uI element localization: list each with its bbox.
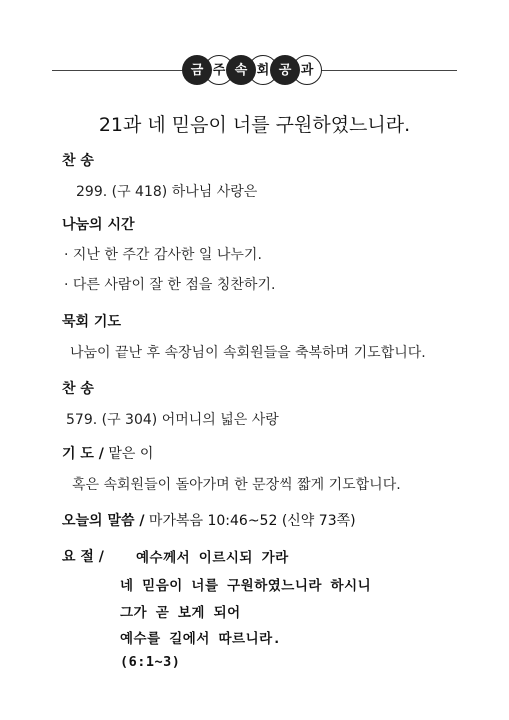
- verse-line: 네 믿음이 너를 구원하였느니라 하시니: [120, 578, 372, 594]
- sharing-item: · 지난 한 주간 감사한 일 나누기.: [64, 247, 262, 263]
- verse-line: 그가 곧 보게 되어: [120, 605, 241, 621]
- banner-rule-left: [52, 70, 202, 71]
- sharing-heading: 나눔의 시간: [62, 217, 135, 233]
- word-heading: [62, 510, 356, 530]
- word-ref: 마가복음 10:46~52 (신약 73쪽): [144, 513, 356, 529]
- prayer-text: 혹은 속회원들이 돌아가며 한 문장씩 짧게 기도합니다.: [72, 477, 401, 493]
- hymn2-text: 579. (구 304) 어머니의 넓은 사랑: [66, 412, 279, 428]
- sharing-item: · 다른 사람이 잘 한 점을 칭찬하기.: [64, 277, 276, 293]
- lesson-banner: [0, 52, 509, 88]
- banner-char: 과: [292, 55, 322, 85]
- banner-pills: [182, 55, 322, 85]
- opening-prayer-heading: 묵회 기도: [62, 314, 121, 330]
- prayer-heading: [62, 443, 153, 463]
- verse-heading: 요 절 /: [62, 549, 104, 565]
- banner-rule-right: [302, 70, 457, 71]
- verse-ref: (6:1~3): [120, 654, 181, 670]
- banner-char: 공: [270, 55, 300, 85]
- hymn1-text: 299. (구 418) 하나님 사랑은: [76, 184, 258, 200]
- prayer-heading-label: 기 도 /: [62, 446, 104, 462]
- lesson-title: 21과 네 믿음이 너를 구원하였느니라.: [98, 114, 411, 136]
- banner-char: 주: [204, 55, 234, 85]
- verse-line: 예수를 길에서 따르니라.: [120, 631, 282, 647]
- banner-char: 속: [226, 55, 256, 85]
- banner-char: 금: [182, 55, 212, 85]
- hymn2-heading: 찬 송: [62, 381, 94, 397]
- banner-char: 회: [248, 55, 278, 85]
- hymn1-heading: 찬 송: [62, 153, 94, 169]
- verse-line: 예수께서 이르시되 가라: [136, 550, 289, 566]
- word-heading-label: 오늘의 말씀 /: [62, 513, 145, 529]
- prayer-leader: 맡은 이: [103, 446, 154, 462]
- opening-prayer-text: 나눔이 끝난 후 속장님이 속회원들을 축복하며 기도합니다.: [70, 345, 426, 361]
